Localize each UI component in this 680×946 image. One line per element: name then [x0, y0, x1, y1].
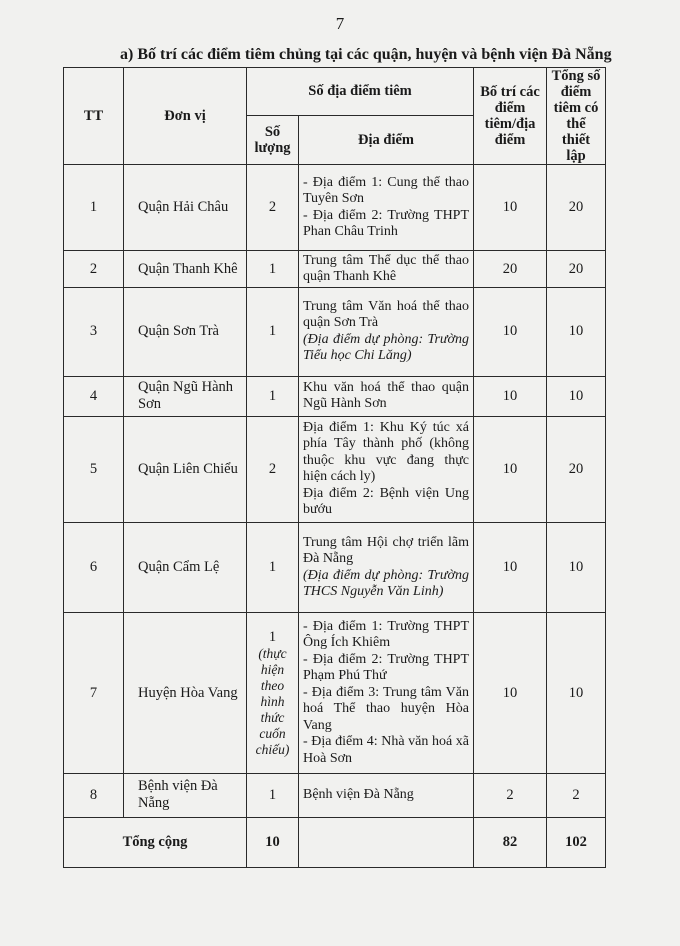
table-row	[64, 376, 606, 416]
row-unit: Quận Ngũ Hành Sơn	[124, 376, 247, 416]
quantity-note: (thực hiện theo hình thức cuốn chiếu)	[255, 645, 290, 757]
row-unit: Quận Liên Chiểu	[124, 416, 247, 522]
row-quantity	[247, 773, 299, 817]
quantity-value: 1	[268, 786, 277, 803]
location-line: - Địa điểm 3: Trung tâm Văn hoá Thể thao huyện Hòa Vang	[303, 684, 470, 733]
row-tt: 8	[64, 773, 124, 817]
row-location	[299, 251, 474, 288]
location-line: - Địa điểm 1: Cung thể thao Tuyên Sơn	[303, 174, 470, 207]
location-line: - Địa điểm 1: Trường THPT Ông Ích Khiêm	[303, 618, 470, 651]
row-total-points: 20	[547, 416, 606, 522]
row-total-points: 10	[547, 288, 606, 376]
row-location	[299, 376, 474, 416]
row-points-per-site: 10	[474, 416, 547, 522]
row-tt: 2	[64, 251, 124, 288]
location-line: Địa điểm 2: Bệnh viện Ung bướu	[303, 485, 470, 518]
row-unit: Huyện Hòa Vang	[124, 613, 247, 773]
location-line: Địa điểm 1: Khu Ký túc xá phía Tây thành phố (không thuộc khu vực đang thực hiện cách ly)	[303, 419, 470, 485]
row-points-per-site: 20	[474, 251, 547, 288]
table-row	[64, 523, 606, 613]
row-tt: 7	[64, 613, 124, 773]
row-points-per-site: 10	[474, 165, 547, 251]
row-location	[299, 613, 474, 773]
quantity-value: 2	[268, 460, 277, 477]
row-location	[299, 523, 474, 613]
row-quantity	[247, 523, 299, 613]
row-total-points: 2	[547, 773, 606, 817]
location-line: Trung tâm Hội chợ triển lãm Đà Nẵng	[303, 534, 470, 567]
row-quantity	[247, 288, 299, 376]
row-total-points: 20	[547, 251, 606, 288]
row-unit: Quận Cẩm Lệ	[124, 523, 247, 613]
table-row	[64, 613, 606, 773]
header-points-per-site: Bố trí các điểm tiêm/địa điểm	[474, 68, 547, 165]
row-location	[299, 416, 474, 522]
location-line: Trung tâm Thể dục thể thao quận Thanh Khê	[303, 252, 470, 285]
table-row	[64, 165, 606, 251]
total-label: Tổng cộng	[64, 818, 247, 868]
quantity-value: 2	[268, 199, 277, 216]
vaccination-sites-table	[63, 67, 606, 868]
row-total-points: 20	[547, 165, 606, 251]
row-location	[299, 165, 474, 251]
row-quantity	[247, 416, 299, 522]
backup-location-note: (Địa điểm dự phòng: Trường THCS Nguyễn Văn Linh)	[303, 567, 470, 600]
total-row	[64, 818, 606, 868]
row-quantity	[247, 376, 299, 416]
quantity-value: 1	[268, 387, 277, 404]
quantity-value: 1	[268, 323, 277, 340]
table-row	[64, 251, 606, 288]
table-row	[64, 416, 606, 522]
row-total-points: 10	[547, 376, 606, 416]
page-number: 7	[335, 14, 345, 33]
total-points: 82	[474, 818, 547, 868]
row-quantity	[247, 165, 299, 251]
row-tt: 1	[64, 165, 124, 251]
row-tt: 3	[64, 288, 124, 376]
row-location	[299, 773, 474, 817]
row-points-per-site: 2	[474, 773, 547, 817]
row-location	[299, 288, 474, 376]
section-heading: a) Bố trí các điểm tiêm chủng tại các quận, huyện và bệnh viện Đà Nẵng	[120, 46, 612, 63]
row-points-per-site: 10	[474, 376, 547, 416]
row-quantity	[247, 251, 299, 288]
location-line: - Địa điểm 4: Nhà văn hoá xã Hoà Sơn	[303, 734, 470, 766]
total-sum: 102	[547, 818, 606, 868]
row-quantity	[247, 613, 299, 773]
row-unit: Quận Sơn Trà	[124, 288, 247, 376]
location-line: - Địa điểm 2: Trường THPT Phạm Phú Thứ	[303, 651, 470, 684]
quantity-value: 1	[268, 559, 277, 576]
location-line: - Địa điểm 2: Trường THPT Phan Châu Trinh	[303, 207, 470, 240]
row-points-per-site: 10	[474, 288, 547, 376]
backup-location-note: (Địa điểm dự phòng: Trường Tiểu học Chi Lăng)	[303, 331, 470, 364]
row-points-per-site: 10	[474, 613, 547, 773]
row-unit: Quận Hải Châu	[124, 165, 247, 251]
header-sites-group: Số địa điểm tiêm	[247, 68, 474, 116]
quantity-value: 1	[268, 260, 277, 277]
row-total-points: 10	[547, 523, 606, 613]
total-location	[299, 818, 474, 868]
table-row	[64, 288, 606, 376]
row-tt: 6	[64, 523, 124, 613]
total-qty: 10	[247, 818, 299, 868]
row-unit: Bệnh viện Đà Nẵng	[124, 773, 247, 817]
location-line: Bệnh viện Đà Nẵng	[303, 787, 414, 803]
location-line: Khu văn hoá thể thao quận Ngũ Hành Sơn	[303, 379, 470, 412]
header-total-points: Tổng số điểm tiêm có thể thiết lập	[547, 68, 606, 165]
row-total-points: 10	[547, 613, 606, 773]
header-quantity: Số lượng	[247, 115, 299, 164]
row-points-per-site: 10	[474, 523, 547, 613]
location-line: Trung tâm Văn hoá thể thao quận Sơn Trà	[303, 298, 470, 331]
header-unit: Đơn vị	[124, 68, 247, 165]
row-tt: 5	[64, 416, 124, 522]
row-unit: Quận Thanh Khê	[124, 251, 247, 288]
row-tt: 4	[64, 376, 124, 416]
quantity-value: 1	[268, 628, 277, 645]
table-row	[64, 773, 606, 817]
header-tt: TT	[64, 68, 124, 165]
header-location: Địa điểm	[299, 115, 474, 164]
